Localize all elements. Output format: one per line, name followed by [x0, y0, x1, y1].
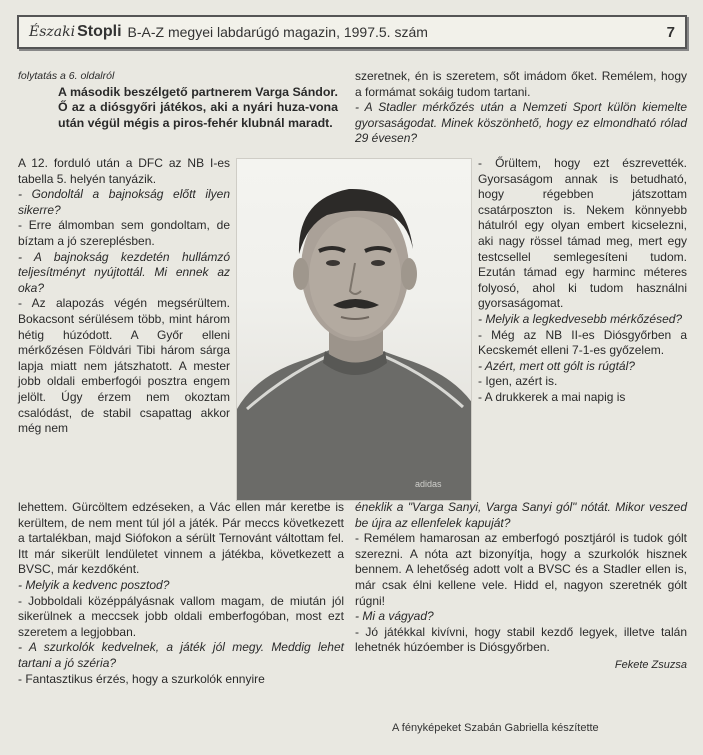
- article-author: Fekete Zsuzsa: [614, 658, 687, 671]
- column-right-lower: [355, 500, 687, 674]
- header-script-logo: Északi: [29, 24, 76, 40]
- magazine-header: [17, 15, 687, 49]
- interview-answer: - Remélem hamarosan az emberfogó posztjáról is tudok gólt szerezni. A nóta azt bizonyítja, hogy a szurkolók hisznek bennem. A lehetőség adott volt a BVSC és a Stadler ellen is, már csak élni kellene vele. Hidd el, nagyon szeretnék gólt rúgni!: [355, 531, 687, 608]
- interview-answer: - Jobboldali középpályásnak vallom magam, de miután jól sikerülnek a meccsek jobb oldali emberfogóban, most ezt szeretem a legjobban.: [18, 593, 344, 639]
- interview-answer: - Még az NB II-es Diósgyőrben a Kecskemét elleni 7-1-es győzelem.: [478, 327, 687, 358]
- header-brand: Stopli: [77, 23, 122, 40]
- interview-question: - A szurkolók kedvelnek, a játék jól megy. Meddig lehet tartani a jó széria?: [18, 640, 344, 670]
- article-lead: A második beszélgető partnerem Varga Sándor. Ő az a diósgyőri játékos, aki a nyári huza-vona után végül mégis a piros-fehér klubnál maradt.: [58, 84, 338, 130]
- player-portrait-illustration: [237, 159, 472, 501]
- interview-answer: - Az alapozás végén megsérültem. Bokacsont sérülésem több, mint három hétig húzódott. A Győr elleni mérkőzésen Földvári Tibi három sárga lapja miatt nem játszhatott. A mester jobb oldali emberfogói posztra engem jelölt. Úgy érzem nem okoztam csalódást, de stabil csapattag akkor még nem: [18, 296, 230, 436]
- column-right-top: [355, 69, 687, 147]
- interview-answer: lehettem. Gürcöltem edzéseken, a Vác ellen már keretbe is kerültem, de nem ment túl jól a játék. Pár meccs következett a tartalékban, majd Siófokon a sérült Ternovánt váltottam fel. Itt már sikerült lendületet vinnem a játékba, következett a BVSC, már kezdőként.: [18, 500, 344, 577]
- interview-answer: - A drukkerek a mai napig is: [478, 389, 626, 404]
- interview-answer: - Őrültem, hogy ezt észrevették. Gyorsaságom annak is betudható, hogy régebben játszottam csatárposzton is. Nekem könnyebb hátulról egy olyan embert kicselezni, aki nagy rössel támad meg, mert egy testcsellel semlegesíteni tudom. Ezután támad egy harminc méteres folyosó, ahol ki tudom használni gyorsaságomat.: [478, 156, 687, 311]
- interview-answer: A 12. forduló után a DFC az NB I-es tabella 5. helyén tanyázik.: [18, 156, 230, 186]
- interview-answer: - Fantasztikus érzés, hogy a szurkolók ennyire: [18, 671, 265, 686]
- interview-answer: szeretnek, én is szeretem, sőt imádom őket. Remélem, hogy a formámat sokáig tudom tartani.: [355, 69, 687, 99]
- column-left-lower: [18, 500, 344, 687]
- continuation-note: folytatás a 6. oldalról: [18, 70, 115, 82]
- interview-question: - Azért, mert ott gólt is rúgtál?: [478, 358, 635, 373]
- interview-answer: - Igen, azért is.: [478, 374, 558, 389]
- column-right-middle: [478, 156, 687, 406]
- shirt-logo: adidas: [415, 479, 442, 489]
- interview-answer: - Jó játékkal kivívni, hogy stabil kezdő legyek, illetve talán lehetnék húzóember is Diósgyőrben.: [355, 624, 687, 655]
- photo-credit: A fényképeket Szabán Gabriella készítette: [392, 722, 599, 734]
- header-subtitle: B-A-Z megyei labdarúgó magazin, 1997.5. szám: [127, 24, 428, 40]
- interview-question: - Gondoltál a bajnokság előtt ilyen sikerre?: [18, 187, 230, 217]
- page-number: 7: [666, 23, 675, 41]
- player-photo: [236, 158, 472, 501]
- interview-question: - Melyik a kedvenc posztod?: [18, 577, 170, 592]
- interview-question: - Mi a vágyad?: [355, 609, 434, 624]
- interview-answer: - Erre álmomban sem gondoltam, de bíztam a jó szereplésben.: [18, 218, 230, 248]
- column-left-middle: [18, 156, 230, 437]
- interview-question: - Melyik a legkedvesebb mérkőzésed?: [478, 311, 683, 326]
- interview-question: - A Stadler mérkőzés után a Nemzeti Sport külön kiemelte gyorsaságodat. Minek köszönhető, hogy ez elmondható rólad 29 évesen?: [355, 100, 687, 146]
- article-intro: [18, 69, 338, 131]
- interview-question: - A bajnokság kezdetén hullámzó teljesítményt nyújtottál. Mi ennek az oka?: [18, 249, 230, 295]
- interview-question: éneklik a "Varga Sanyi, Varga Sanyi gól" nótát. Mikor veszed be újra az ellenfelek kapuját?: [355, 500, 687, 530]
